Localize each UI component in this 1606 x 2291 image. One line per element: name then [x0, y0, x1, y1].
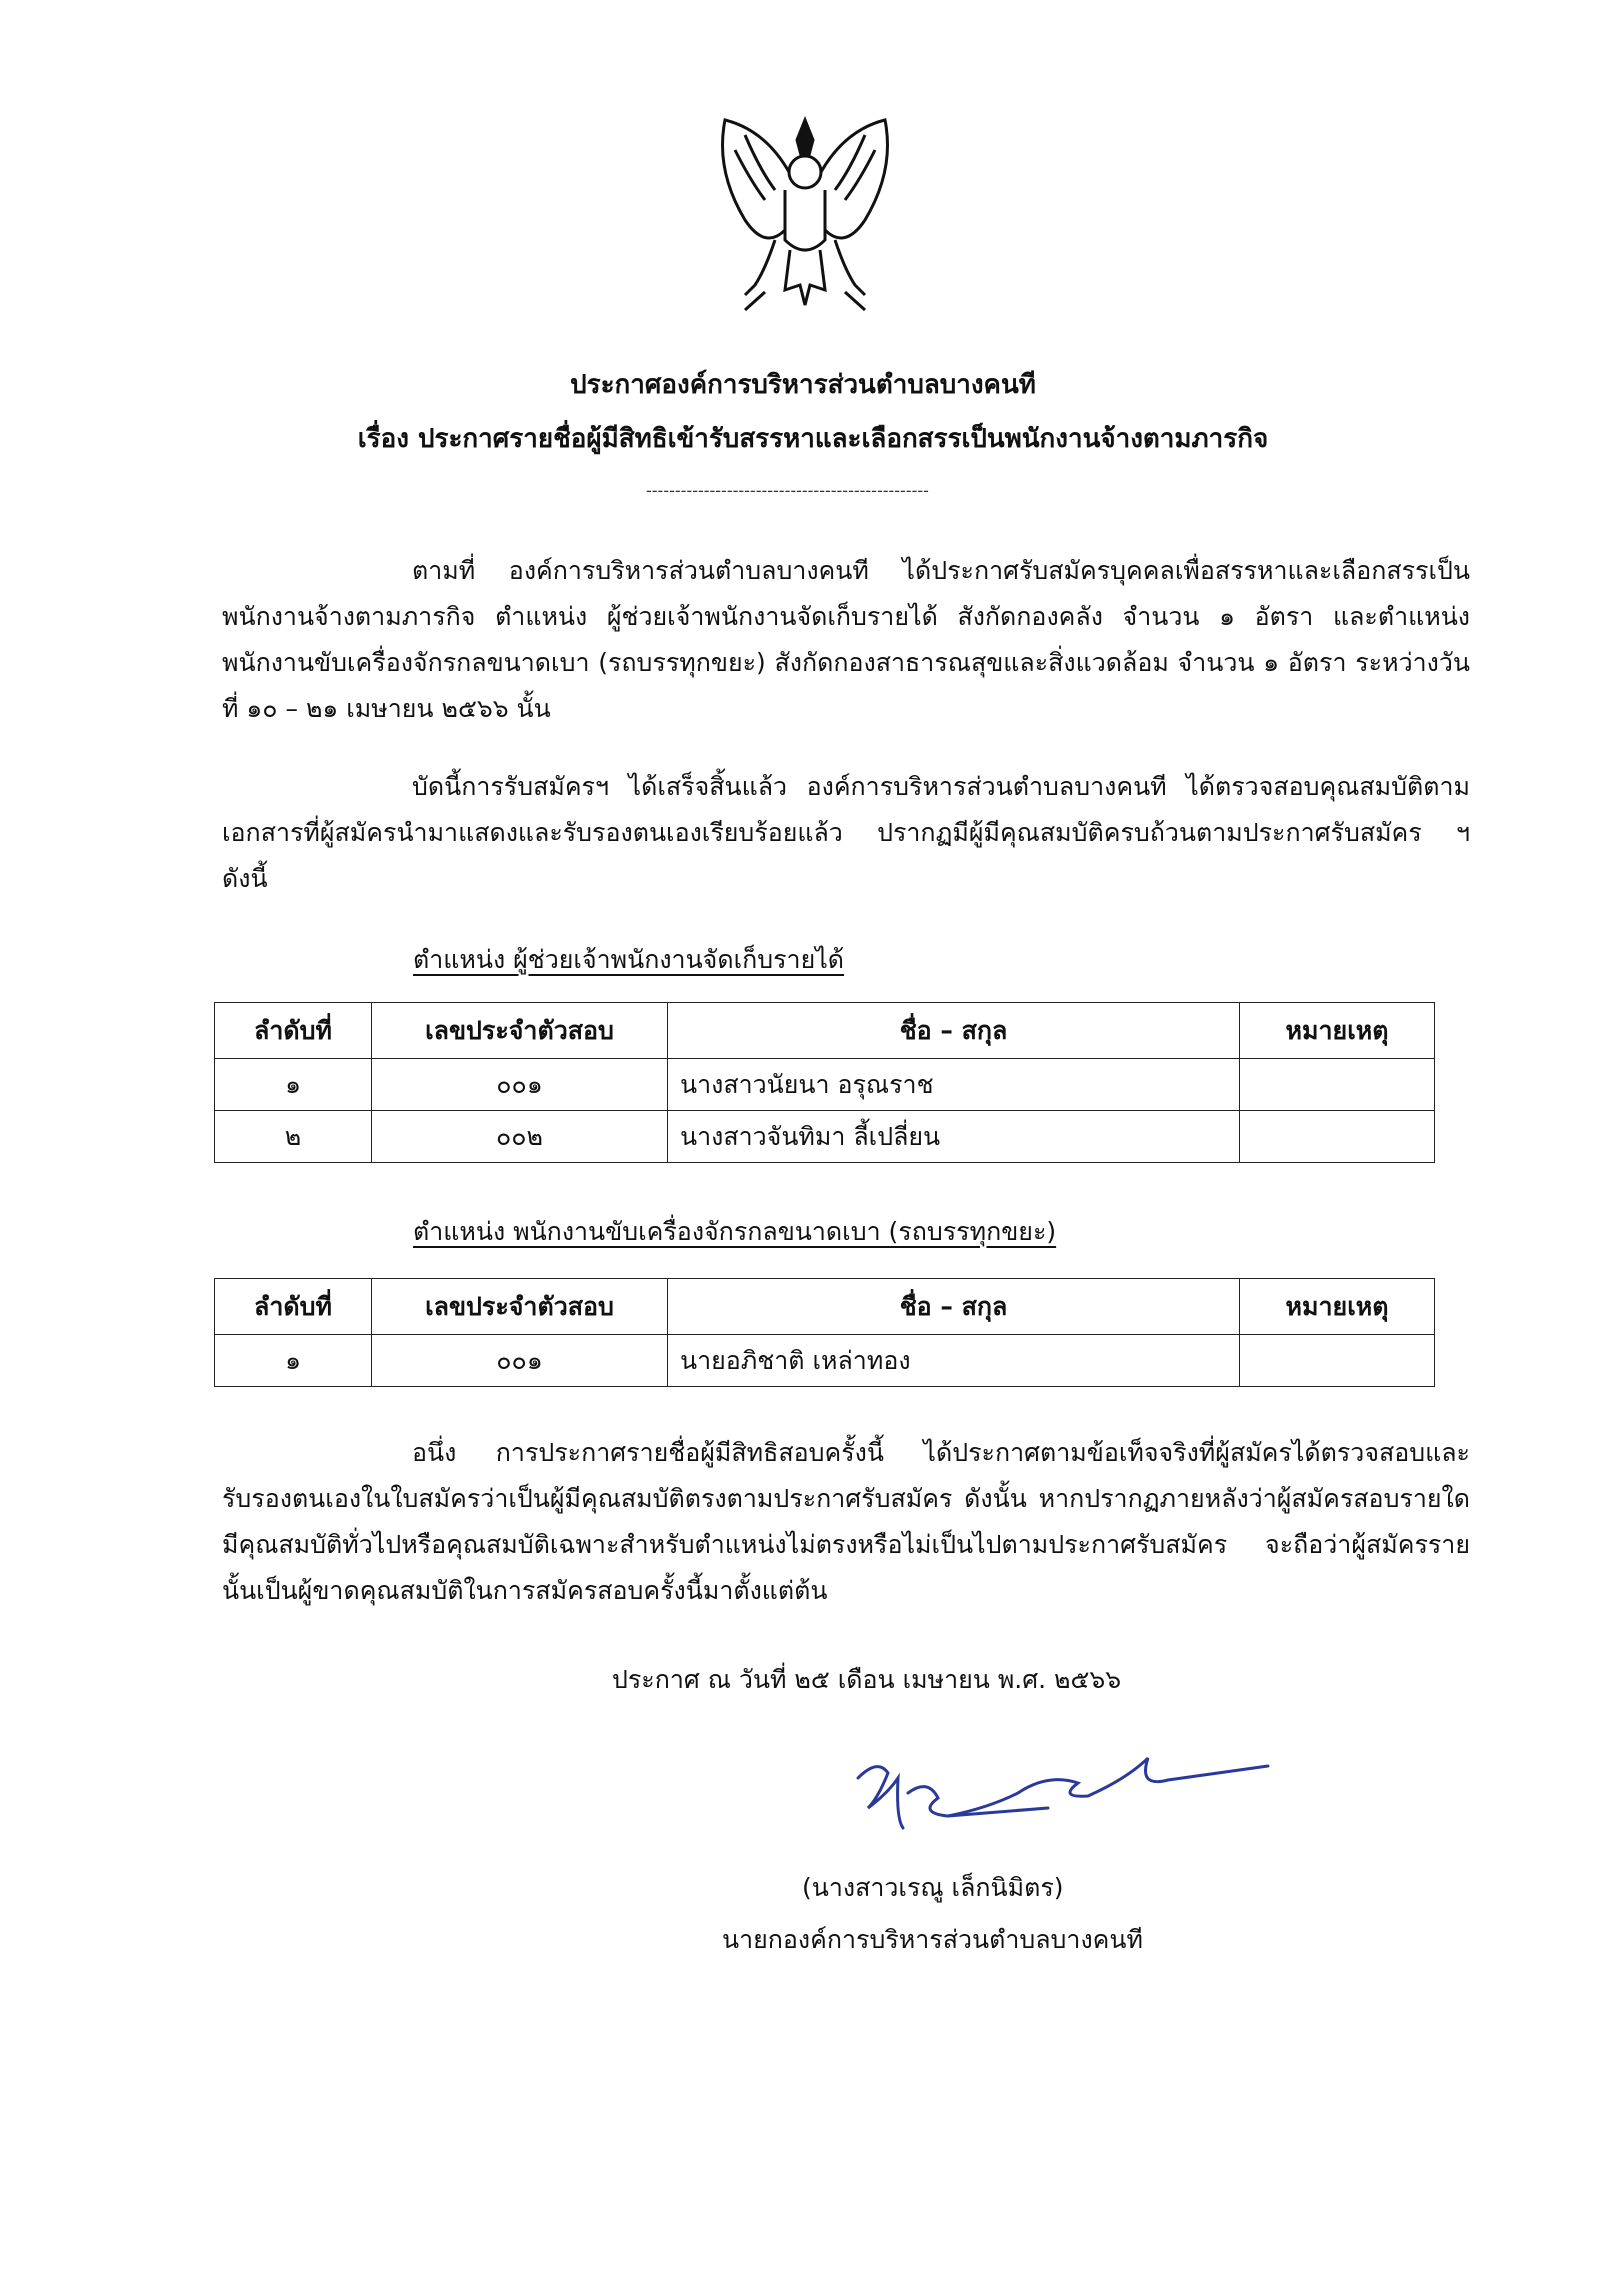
col-name-header: ชื่อ – สกุล	[668, 1003, 1240, 1059]
handwritten-signature-icon	[848, 1738, 1278, 1833]
result-paragraph	[222, 764, 1470, 902]
col-index-header: ลำดับที่	[215, 1003, 372, 1059]
row-index: ๑	[215, 1059, 372, 1111]
row-name: นางสาวนัยนา อรุณราช	[668, 1059, 1240, 1111]
col-exam-id-header: เลขประจำตัวสอบ	[372, 1279, 668, 1335]
paragraph-2: บัดนี้การรับสมัครฯ ได้เสร็จสิ้นแล้ว องค์การบริหารส่วนตำบลบางคนที ได้ตรวจสอบคุณสมบัติตามเอกสารที่ผู้สมัครนำมาแสดงและรับรองตนเองเรียบร้อยแล้ว ปรากฏมีผู้มีคุณสมบัติครบถ้วนตามประกาศรับสมัคร ฯ ดังนี้	[222, 772, 1470, 893]
table-header-row	[215, 1279, 1435, 1335]
table-row	[215, 1059, 1435, 1111]
row-index: ๒	[215, 1111, 372, 1163]
garuda-emblem-icon	[705, 110, 905, 320]
table-row	[215, 1335, 1435, 1387]
announcement-date: ประกาศ ณ วันที่ ๒๕ เดือน เมษายน พ.ศ. ๒๕๖๖	[612, 1665, 1122, 1694]
paragraph-1: ตามที่ องค์การบริหารส่วนตำบลบางคนที ได้ประกาศรับสมัครบุคคลเพื่อสรรหาและเลือกสรรเป็นพนักงานจ้างตามภารกิจ ตำแหน่ง ผู้ช่วยเจ้าพนักงานจัดเก็บรายได้ สังกัดกองคลัง จำนวน ๑ อัตรา และตำแหน่งพนักงานขับเครื่องจักรกลขนาดเบา (รถบรรทุกขยะ) สังกัดกองสาธารณสุขและสิ่งแวดล้อม จำนวน ๑ อัตรา ระหว่างวันที่ ๑๐ – ๒๑ เมษายน ๒๕๖๖ นั้น	[222, 556, 1470, 723]
candidates-table-1	[214, 1002, 1435, 1163]
row-exam-id: ๐๐๒	[372, 1111, 668, 1163]
col-name-header: ชื่อ – สกุล	[668, 1279, 1240, 1335]
document-title: ประกาศองค์การบริหารส่วนตำบลบางคนที	[570, 370, 1036, 400]
row-name: นายอภิชาติ เหล่าทอง	[668, 1335, 1240, 1387]
position-2-heading: ตำแหน่ง พนักงานขับเครื่องจักรกลขนาดเบา (รถบรรทุกขยะ)	[413, 1217, 1057, 1246]
row-exam-id: ๐๐๑	[372, 1335, 668, 1387]
table-header-row	[215, 1003, 1435, 1059]
row-name: นางสาวจันทิมา ลี้เปลี่ยน	[668, 1111, 1240, 1163]
intro-paragraph	[222, 548, 1470, 732]
col-note-header: หมายเหตุ	[1240, 1003, 1435, 1059]
col-index-header: ลำดับที่	[215, 1279, 372, 1335]
row-exam-id: ๐๐๑	[372, 1059, 668, 1111]
position-1-heading: ตำแหน่ง ผู้ช่วยเจ้าพนักงานจัดเก็บรายได้	[413, 945, 845, 974]
signer-name: (นางสาวเรณู เล็กนิมิตร)	[802, 1873, 1064, 1902]
document-subject: เรื่อง ประกาศรายชื่อผู้มีสิทธิเข้ารับสรรหาและเลือกสรรเป็นพนักงานจ้างตามภารกิจ	[357, 424, 1269, 454]
paragraph-3: อนึ่ง การประกาศรายชื่อผู้มีสิทธิสอบครั้งนี้ ได้ประกาศตามข้อเท็จจริงที่ผู้สมัครได้ตรวจสอบและรับรองตนเองในใบสมัครว่าเป็นผู้มีคุณสมบัติตรงตามประกาศรับสมัคร ดังนั้น หากปรากฏภายหลังว่าผู้สมัครสอบรายใดมีคุณสมบัติทั่วไปหรือคุณสมบัติเฉพาะสำหรับตำแหน่งไม่ตรงหรือไม่เป็นไปตามประกาศรับสมัคร จะถือว่าผู้สมัครรายนั้นเป็นผู้ขาดคุณสมบัติในการสมัครสอบครั้งนี้มาตั้งแต่ต้น	[222, 1438, 1470, 1605]
table-row	[215, 1111, 1435, 1163]
disclaimer-paragraph	[222, 1430, 1470, 1614]
col-exam-id-header: เลขประจำตัวสอบ	[372, 1003, 668, 1059]
signer-title: นายกองค์การบริหารส่วนตำบลบางคนที	[722, 1925, 1143, 1954]
row-note	[1240, 1059, 1435, 1111]
row-note	[1240, 1335, 1435, 1387]
row-index: ๑	[215, 1335, 372, 1387]
col-note-header: หมายเหตุ	[1240, 1279, 1435, 1335]
row-note	[1240, 1111, 1435, 1163]
title-divider: -------------------------------------------------	[646, 481, 929, 500]
candidates-table-2	[214, 1278, 1435, 1387]
